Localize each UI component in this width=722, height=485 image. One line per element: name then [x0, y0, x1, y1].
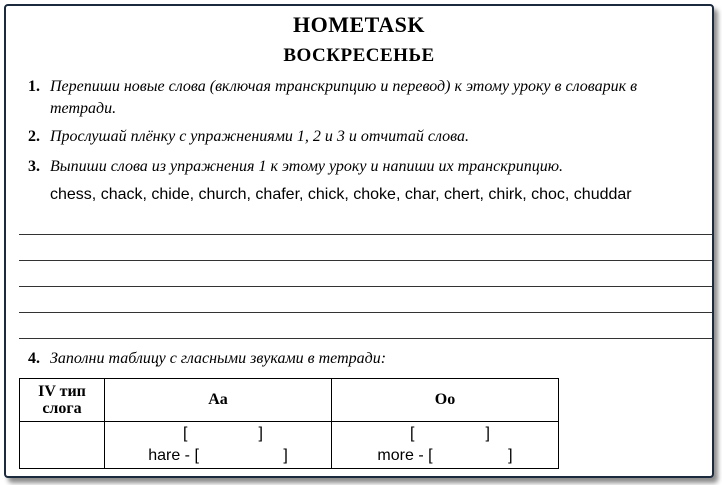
writing-line [19, 234, 712, 235]
word-list: chess, chack, chide, church, chafer, chick, choke, char, chert, chirk, choc, chuddar [50, 186, 632, 203]
table-row [20, 422, 559, 469]
page-title: HOMETASK [293, 12, 425, 37]
task-3-text: Выпиши слова из упражнения 1 к этому уроку и напиши их транскрипцию. [50, 158, 563, 175]
worksheet-frame [4, 4, 714, 478]
task-4 [28, 348, 670, 370]
page-subtitle: ВОСКРЕСЕНЬЕ [283, 45, 435, 66]
writing-line [19, 338, 712, 339]
empty-cell [20, 422, 105, 469]
task-1-text: Перепиши новые слова (включая транскрипцию и перевод) к этому уроку в словарик в тетради. [50, 78, 638, 117]
vowel-table [19, 378, 559, 469]
table-header-row [20, 379, 559, 422]
task-3 [28, 156, 670, 178]
aa-cell[interactable] [105, 422, 332, 469]
oo-cell[interactable] [332, 422, 559, 469]
task-2-text: Прослушай плёнку с упражнениями 1, 2 и 3 и отчитай слова. [50, 128, 469, 145]
oo-transcription-slot: [ ] [409, 425, 490, 442]
header-syllable-type: IV тип слога [20, 379, 105, 422]
task-1-number: 1. [28, 78, 40, 95]
aa-transcription-slot: [ ] [182, 425, 263, 442]
task-1 [28, 76, 670, 120]
writing-line [19, 312, 712, 313]
task-2-number: 2. [28, 128, 40, 145]
task-2 [28, 126, 670, 148]
task-3-number: 3. [28, 158, 40, 175]
aa-example-word: hare - [148, 447, 190, 464]
writing-line [19, 286, 712, 287]
oo-example-word: more - [377, 447, 424, 464]
task-4-text: Заполни таблицу с гласными звуками в тетради: [50, 350, 387, 367]
header-oo: Oo [332, 379, 559, 422]
task-4-number: 4. [28, 350, 40, 367]
writing-line [19, 260, 712, 261]
aa-example: hare - [ ] [148, 447, 288, 464]
header-aa: Aa [105, 379, 332, 422]
oo-example: more - [ ] [377, 447, 513, 464]
